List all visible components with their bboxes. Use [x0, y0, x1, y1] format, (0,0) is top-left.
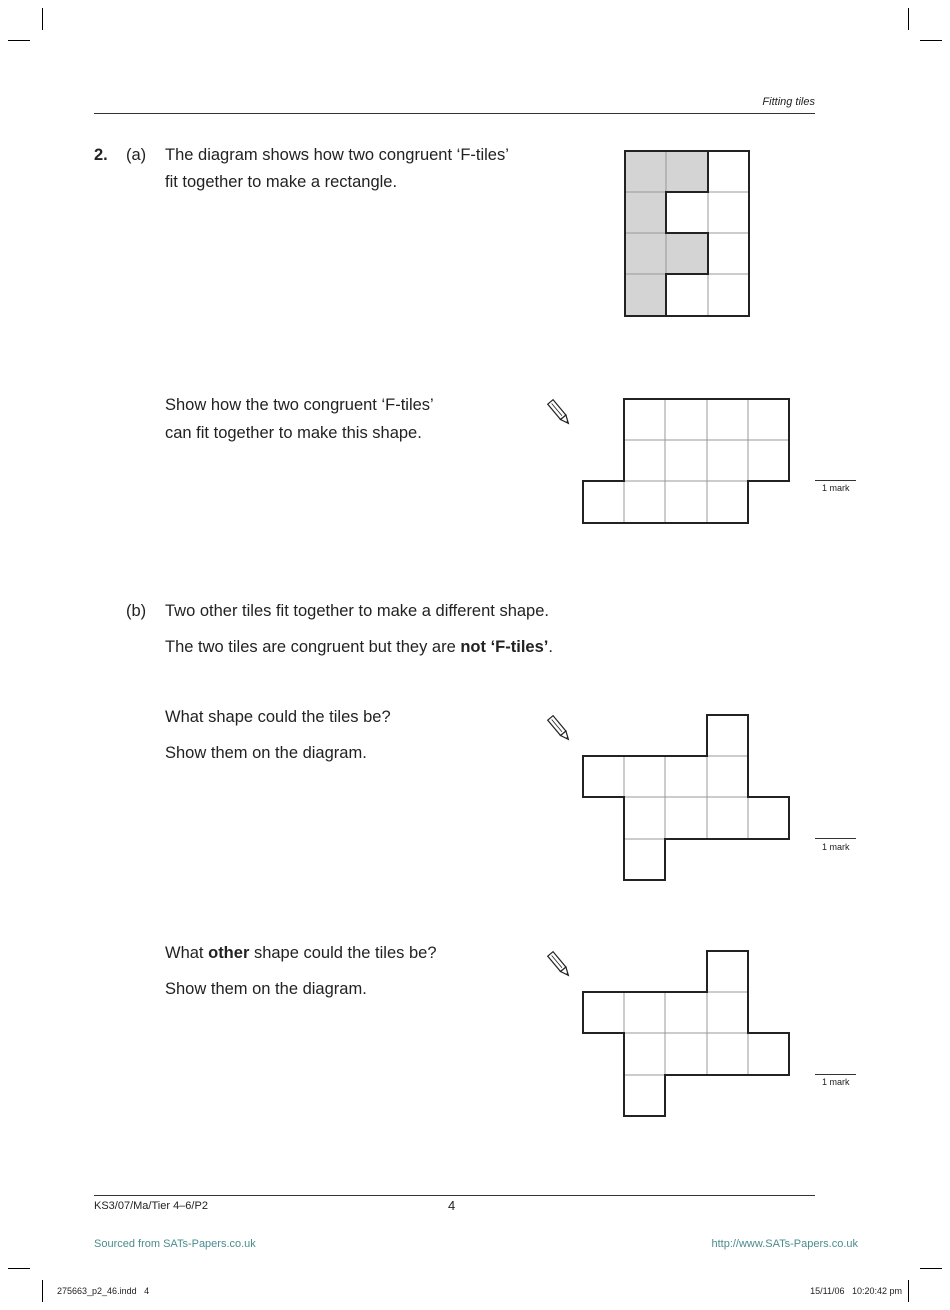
part-b-line1: Two other tiles fit together to make a different shape.: [165, 602, 549, 620]
section-title: Fitting tiles: [762, 96, 815, 108]
crop-mark: [920, 1268, 942, 1269]
pencil-icon: [546, 397, 572, 429]
crop-mark: [908, 8, 909, 30]
part-b-line2-text: The two tiles are congruent but they are: [165, 638, 461, 656]
answer-grid-b1[interactable]: [582, 714, 791, 881]
part-b-q2-end: shape could the tiles be?: [249, 944, 437, 962]
f-tile-rectangle-diagram: [624, 150, 750, 317]
question-number: 2.: [94, 146, 108, 164]
print-timestamp: 15/11/06 10:20:42 pm: [810, 1286, 902, 1296]
crop-mark: [42, 8, 43, 30]
mark-label: 1 mark: [822, 483, 850, 493]
crop-mark: [908, 1280, 909, 1302]
mark-rule: [815, 838, 856, 839]
part-a-task-line1: Show how the two congruent ‘F-tiles’: [165, 396, 434, 414]
part-a-intro-line1: The diagram shows how two congruent ‘F-tiles’: [165, 146, 509, 164]
header-rule: [94, 113, 815, 114]
part-a-task-line2: can fit together to make this shape.: [165, 424, 422, 442]
answer-grid-b2[interactable]: [582, 950, 791, 1117]
part-a-intro-line2: fit together to make a rectangle.: [165, 173, 398, 191]
paper-code: KS3/07/Ma/Tier 4–6/P2: [94, 1200, 208, 1212]
part-b-q2-line2: Show them on the diagram.: [165, 980, 367, 998]
mark-rule: [815, 480, 856, 481]
page-number: 4: [448, 1198, 456, 1213]
mark-label: 1 mark: [822, 1077, 850, 1087]
answer-grid-a[interactable]: [582, 398, 791, 524]
crop-mark: [8, 40, 30, 41]
mark-rule: [815, 1074, 856, 1075]
crop-mark: [8, 1268, 30, 1269]
part-b-q2-text: What: [165, 944, 209, 962]
file-name: 275663_p2_46.indd 4: [57, 1286, 150, 1296]
crop-mark: [920, 40, 942, 41]
part-b-line2-emphasis: not ‘F-tiles’: [460, 638, 549, 656]
source-left: Sourced from SATs-Papers.co.uk: [94, 1238, 256, 1250]
part-b-q1-line1: What shape could the tiles be?: [165, 708, 391, 726]
crop-mark: [42, 1280, 43, 1302]
source-right-link[interactable]: http://www.SATs-Papers.co.uk: [711, 1238, 858, 1250]
part-b-label: (b): [126, 602, 147, 620]
part-b-q2-line1: [165, 943, 437, 963]
mark-label: 1 mark: [822, 842, 850, 852]
part-b-line2: [165, 637, 553, 657]
pencil-icon: [546, 949, 572, 981]
footer-rule: [94, 1195, 815, 1196]
part-a-label: (a): [126, 146, 147, 164]
part-b-q1-line2: Show them on the diagram.: [165, 744, 367, 762]
part-b-line2-end: .: [548, 638, 553, 656]
part-b-q2-emphasis: other: [208, 944, 250, 962]
pencil-icon: [546, 713, 572, 745]
